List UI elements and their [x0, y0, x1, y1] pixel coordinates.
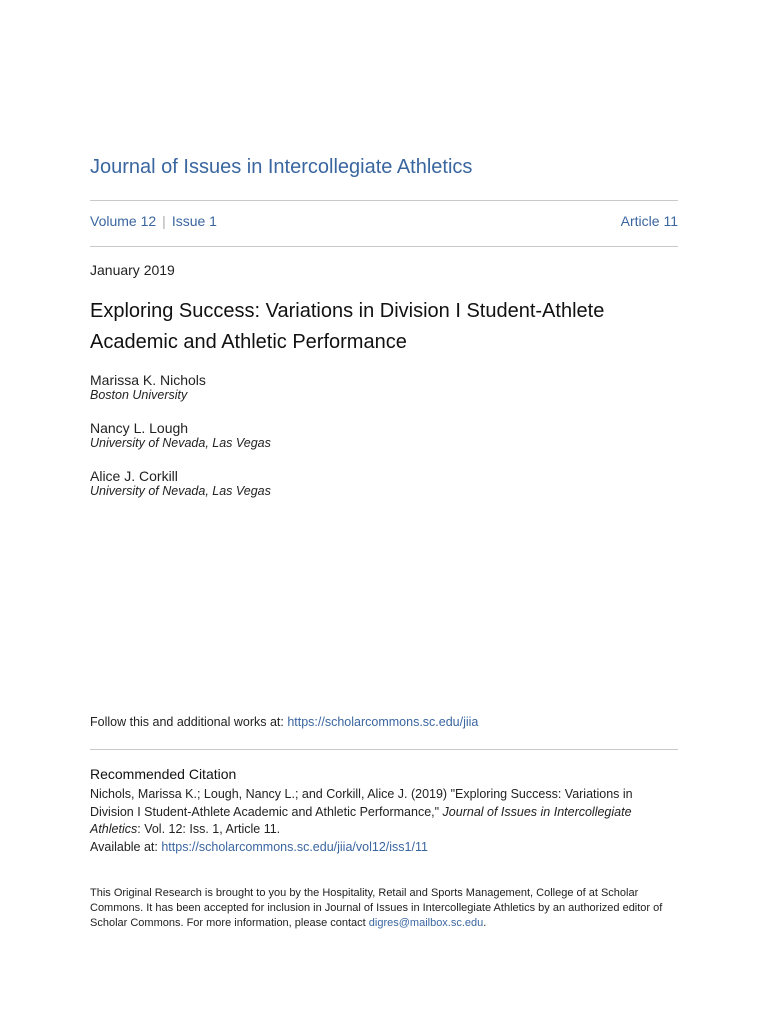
author-name: Alice J. Corkill: [90, 468, 178, 484]
issue-navigation: [90, 213, 678, 233]
follow-text: Follow this and additional works at:: [90, 715, 288, 729]
article-link[interactable]: Article 11: [620, 213, 678, 229]
publication-date: January 2019: [90, 262, 175, 278]
cover-page: [90, 0, 678, 1024]
citation-part-1: Nichols, Marissa K.; Lough, Nancy L.; and Corkill, Alice J. (2019) "Exploring Success: Variations in Division I Student-Athlete Academic and Athletic Performance,": [90, 787, 633, 819]
contact-email-link[interactable]: digres@mailbox.sc.edu: [368, 917, 484, 929]
available-label: Available at:: [90, 839, 162, 854]
nav-separator: |: [162, 213, 166, 229]
follow-line: [90, 715, 478, 729]
author-block-3: [90, 468, 271, 498]
author-affiliation: Boston University: [90, 388, 188, 402]
citation-part-2: : Vol. 12: Iss. 1, Article 11.: [137, 822, 281, 836]
footer-notice: [90, 886, 678, 931]
collection-link[interactable]: https://scholarcommons.sc.edu/jiia: [287, 715, 479, 729]
author-affiliation: University of Nevada, Las Vegas: [90, 436, 271, 450]
footer-text: This Original Research is brought to you by the Hospitality, Retail and Sports Management, College of at Scholar Commons. It has been accepted for inclusion in Journal of Issues in Intercollegiate Athletics by an authorized editor of Scholar Commons. For more information, please contact: [90, 887, 663, 929]
article-url-link[interactable]: https://scholarcommons.sc.edu/jiia/vol12/iss1/11: [161, 839, 428, 854]
author-name: Marissa K. Nichols: [90, 372, 206, 388]
footer-end: .: [483, 917, 487, 929]
volume-link[interactable]: Volume 12: [90, 213, 157, 229]
recommended-citation-heading: Recommended Citation: [90, 766, 237, 782]
author-block-2: [90, 420, 271, 450]
author-name: Nancy L. Lough: [90, 420, 189, 436]
author-block-1: [90, 372, 206, 402]
citation-text: [90, 786, 678, 856]
journal-title-link[interactable]: Journal of Issues in Intercollegiate Athletics: [90, 156, 473, 178]
author-affiliation: University of Nevada, Las Vegas: [90, 484, 271, 498]
nav-divider: [90, 246, 678, 247]
top-divider: [90, 200, 678, 201]
issue-link[interactable]: Issue 1: [171, 213, 217, 229]
article-title: Exploring Success: Variations in Division I Student-Athlete Academic and Athletic Performance: [90, 300, 605, 353]
citation-journal: Journal of Issues in Intercollegiate Athletics: [90, 804, 632, 836]
citation-divider: [90, 749, 678, 750]
